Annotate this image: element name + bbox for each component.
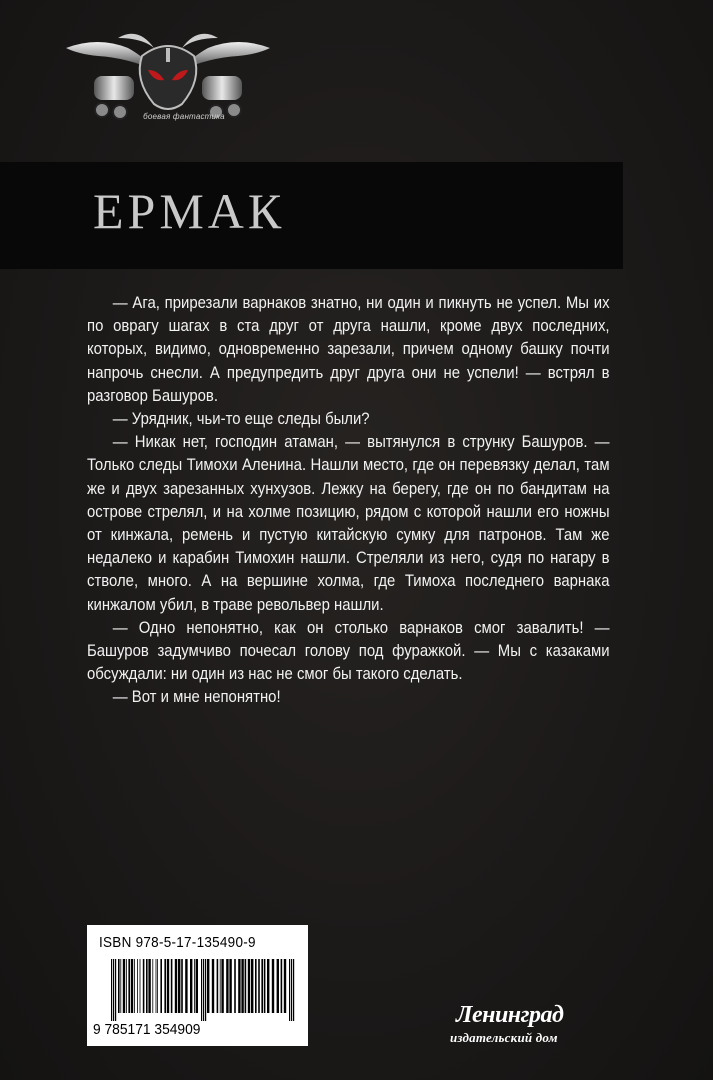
isbn-barcode [87, 925, 308, 1046]
barcode-bars [111, 959, 295, 1021]
publisher-name: Ленинград [456, 1002, 564, 1028]
book-title: ЕРМАК [93, 183, 286, 239]
excerpt-paragraph: — Одно непонятно, как он столько варнаков смог завалить! — Башуров задумчиво почесал голову под фуражкой. — Мы с казаками обсуждали: ни один из нас не смог бы такого сделать. [87, 618, 610, 684]
excerpt-paragraph: — Ага, прирезали варнаков знатно, ни один и пикнуть не успел. Мы их по оврагу шагах в ста друг от друга нашли, кроме двух последних, которых, видимо, одновременно зарезали, причем одному башку почти напрочь снесли. А предупредить друг друга они не успели! — встрял в разговор Башуров. [87, 294, 610, 405]
publisher-logo [446, 1000, 616, 1056]
series-caption: боевая фантастика [143, 112, 225, 121]
publisher-subtitle: издательский дом [450, 1030, 558, 1045]
excerpt-paragraph: — Никак нет, господин атаман, — вытянулся в струнку Башуров. — Только следы Тимохи Аленина. Нашли место, где он перевязку делал, там же и двух зарезанных хунхузов. Лежку на берегу, где он по бандитам на острове стрелял, и на холме позицию, рядом с которой нашли его ножны от кинжала, ремень и пустую китайскую сумку для патронов. Там же недалеко и карабин Тимохин нашли. Стреляли из него, судя по нагару в стволе, много. А на вершине холма, где Тимоха последнего варнака кинжалом убил, в траве револьвер нашли. [87, 433, 610, 614]
barcode-digits: 9 785171 354909 [93, 1021, 201, 1038]
isbn-label: ISBN 978-5-17-135490-9 [99, 934, 256, 951]
excerpt-paragraph: — Урядник, чьи-то еще следы были? [112, 410, 370, 429]
excerpt-text [87, 292, 610, 710]
excerpt-paragraph: — Вот и мне непонятно! [112, 688, 281, 707]
